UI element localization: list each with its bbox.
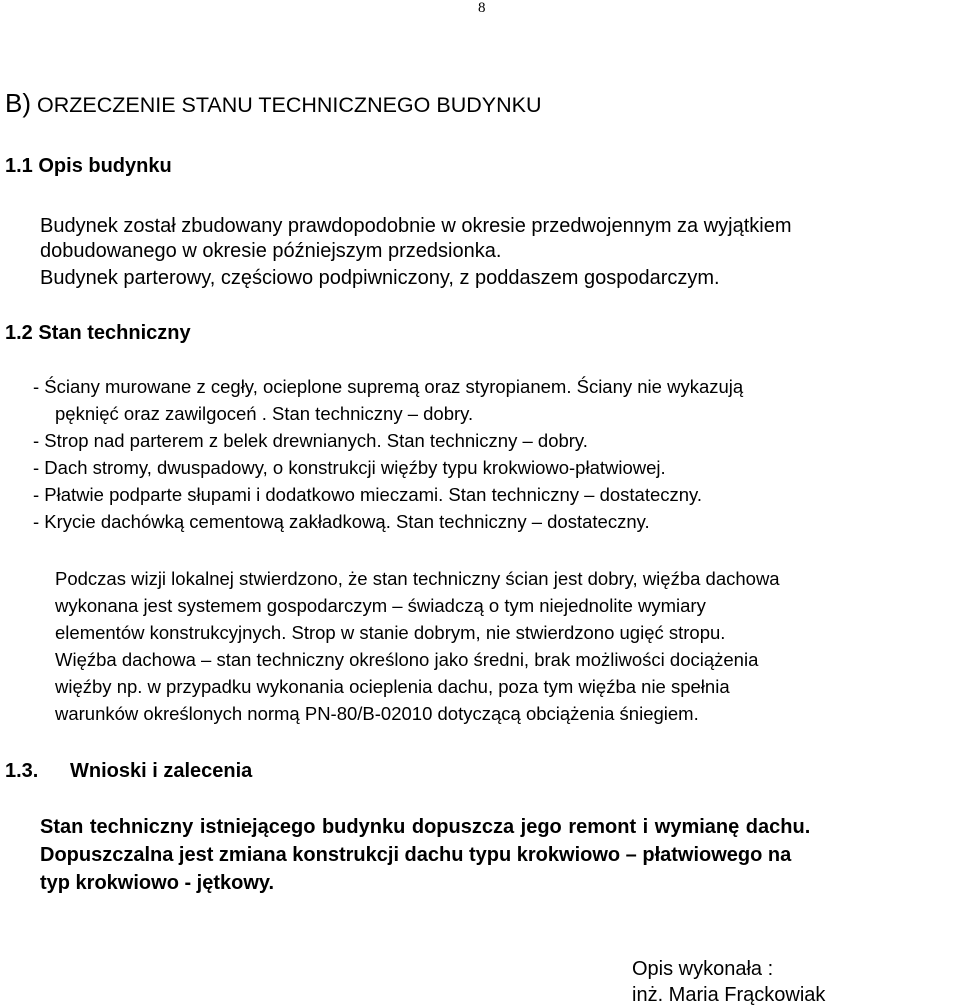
conclusion-line: Stan techniczny istniejącego budynku dopuszcza jego remont i wymianę dachu. (40, 816, 811, 838)
inspection-paragraph-line: Więźba dachowa – stan techniczny określono jako średni, brak możliwości dociążenia (55, 649, 759, 670)
heading-1-3-title: Wnioski i zalecenia (70, 760, 253, 782)
description-line: Budynek parterowy, częściowo podpiwniczony, z poddaszem gospodarczym. (40, 267, 720, 289)
condition-bullet: - Strop nad parterem z belek drewnianych. Stan techniczny – dobry. (33, 430, 588, 451)
page-number: 8 (478, 0, 486, 16)
section-b-letter: B) (5, 88, 31, 118)
condition-bullet: - Dach stromy, dwuspadowy, o konstrukcji więźby typu krokwiowo-płatwiowej. (33, 457, 666, 478)
heading-1-1: 1.1 Opis budynku (5, 155, 172, 177)
signature-name: inż. Maria Frąckowiak (632, 984, 826, 1006)
inspection-paragraph-line: więźby np. w przypadku wykonania ocieplenia dachu, poza tym więźba nie spełnia (55, 676, 730, 697)
section-b-heading: ORZECZENIE STANU TECHNICZNEGO BUDYNKU (36, 93, 542, 117)
inspection-paragraph-line: wykonana jest systemem gospodarczym – świadczą o tym niejednolite wymiary (55, 595, 706, 616)
heading-1-2: 1.2 Stan techniczny (5, 322, 191, 344)
section-b-title (5, 88, 541, 119)
conclusion-line: Dopuszczalna jest zmiana konstrukcji dachu typu krokwiowo – płatwiowego na (40, 844, 792, 866)
condition-bullet: - Ściany murowane z cegły, ocieplone supremą oraz styropianem. Ściany nie wykazują (33, 376, 744, 397)
description-line: dobudowanego w okresie późniejszym przedsionka. (40, 240, 502, 262)
condition-bullet: - Płatwie podparte słupami i dodatkowo mieczami. Stan techniczny – dostateczny. (33, 484, 703, 505)
inspection-paragraph-line: Podczas wizji lokalnej stwierdzono, że stan techniczny ścian jest dobry, więźba dachowa (55, 568, 780, 589)
conclusion-line: typ krokwiowo - jętkowy. (40, 872, 275, 894)
inspection-paragraph-line: warunków określonych normą PN-80/B-02010 dotyczącą obciążenia śniegiem. (55, 703, 699, 724)
signature-label: Opis wykonała : (632, 958, 774, 980)
description-line: Budynek został zbudowany prawdopodobnie w okresie przedwojennym za wyjątkiem (40, 215, 792, 237)
heading-1-3-number: 1.3. (5, 760, 39, 782)
condition-bullet: pęknięć oraz zawilgoceń . Stan techniczny – dobry. (55, 403, 474, 424)
condition-bullet: - Krycie dachówką cementową zakładkową. Stan techniczny – dostateczny. (33, 511, 650, 532)
inspection-paragraph-line: elementów konstrukcyjnych. Strop w stanie dobrym, nie stwierdzono ugięć stropu. (55, 622, 726, 643)
